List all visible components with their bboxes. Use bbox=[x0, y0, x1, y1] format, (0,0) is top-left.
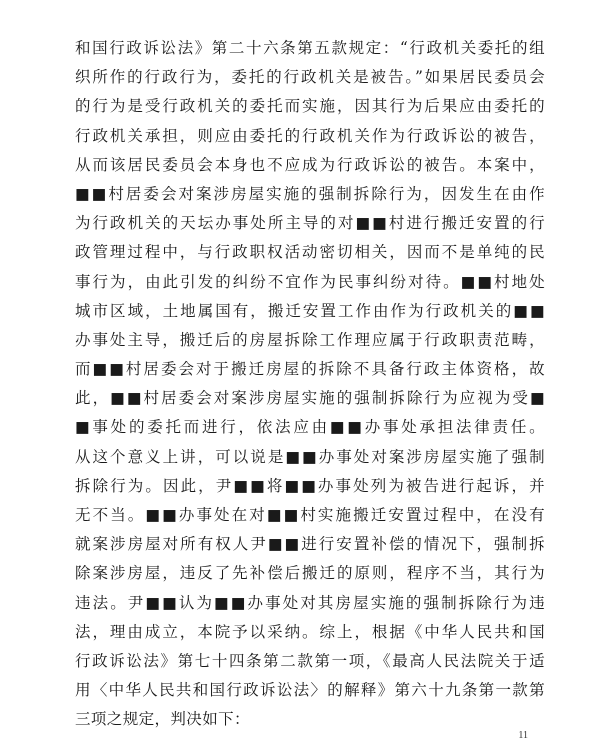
text-line: 法，理由成立，本院予以采纳。综上，根据《中华人民共和国 bbox=[75, 622, 545, 641]
text-line: 此，■■村居委会对案涉房屋实施的强制拆除行为应视为受■ bbox=[75, 389, 545, 408]
text-line: 从而该居民委员会本身也不应成为行政诉讼的被告。本案中， bbox=[75, 155, 545, 174]
text-line: 办事处主导，搬迁后的房屋拆除工作理应属于行政职责范畴， bbox=[75, 330, 545, 349]
text-line: ■事处的委托而进行，依法应由■■办事处承担法律责任。 bbox=[75, 418, 545, 437]
text-line: 事行为，由此引发的纠纷不宜作为民事纠纷对待。■■村地处 bbox=[75, 272, 545, 291]
text-line: 从这个意义上讲，可以说是■■办事处对案涉房屋实施了强制 bbox=[75, 447, 545, 466]
text-line: 的行为是受行政机关的委托而实施，因其行为后果应由委托的 bbox=[75, 97, 545, 116]
text-line: 行政机关承担，则应由委托的行政机关作为行政诉讼的被告， bbox=[75, 126, 545, 145]
text-line: 就案涉房屋对所有权人尹■■进行安置补偿的情况下，强制拆 bbox=[75, 535, 545, 554]
text-line: 和国行政诉讼法》第二十六条第五款规定：“行政机关委托的组 bbox=[75, 39, 545, 57]
text-line: 违法。尹■■认为■■办事处对其房屋实施的强制拆除行为违 bbox=[75, 593, 545, 612]
text-line: 三项之规定，判决如下： bbox=[75, 710, 250, 729]
text-line: 政管理过程中，与行政职权活动密切相关，因而不是单纯的民 bbox=[75, 243, 545, 262]
text-line: 城市区域，土地属国有，搬迁安置工作由作为行政机关的■■ bbox=[75, 301, 545, 320]
page-number: 11 bbox=[518, 730, 528, 741]
body-text bbox=[75, 34, 545, 735]
text-line: 而■■村居委会对于搬迁房屋的拆除不具备行政主体资格，故 bbox=[75, 360, 545, 379]
text-line: 用〈中华人民共和国行政诉讼法〉的解释》第六十九条第一款第 bbox=[75, 681, 545, 700]
text-line: ■■村居委会对案涉房屋实施的强制拆除行为，因发生在由作 bbox=[75, 184, 545, 203]
text-line: 为行政机关的天坛办事处所主导的对■■村进行搬迁安置的行 bbox=[75, 214, 545, 233]
text-line: 无不当。■■办事处在对■■村实施搬迁安置过程中，在没有 bbox=[75, 506, 545, 524]
text-line: 拆除行为。因此，尹■■将■■办事处列为被告进行起诉，并 bbox=[75, 476, 545, 495]
text-line: 织所作的行政行为，委托的行政机关是被告。”如果居民委员会 bbox=[75, 68, 545, 87]
text-line: 除案涉房屋，违反了先补偿后搬迁的原则，程序不当，其行为 bbox=[75, 564, 545, 583]
text-line: 行政诉讼法》第七十四条第二款第一项，《最高人民法院关于适 bbox=[75, 651, 545, 670]
